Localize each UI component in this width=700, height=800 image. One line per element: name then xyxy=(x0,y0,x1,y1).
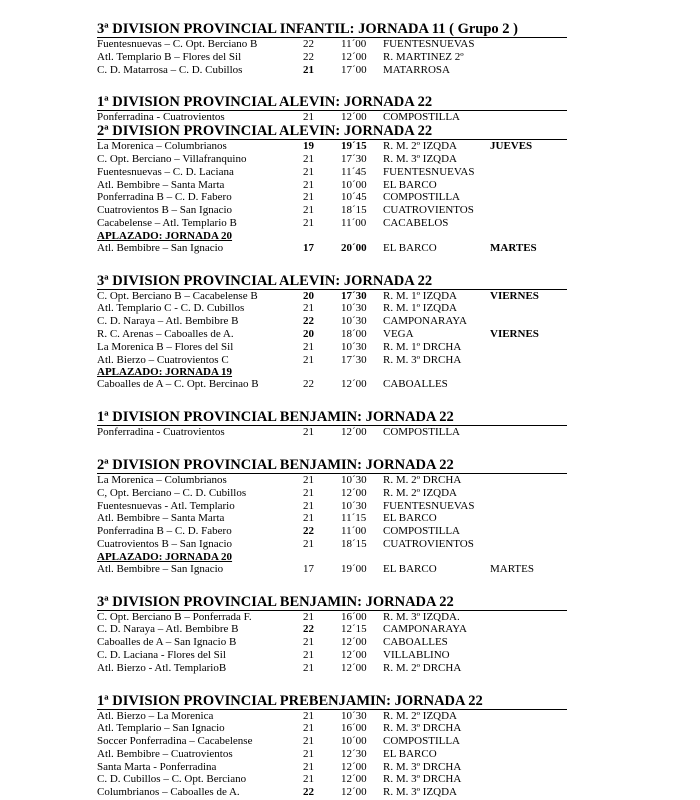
match-row xyxy=(97,623,567,636)
match-teams: R. C. Arenas – Caboalles de A. xyxy=(97,327,234,340)
division-section xyxy=(97,458,567,576)
match-time: 17´00 xyxy=(341,63,367,76)
match-day xyxy=(490,341,550,354)
postponed-label: APLAZADO: JORNADA 20 xyxy=(97,229,233,242)
match-time: 10´30 xyxy=(341,709,367,722)
match-teams: Atl. Templario B – Flores del Sil xyxy=(97,50,242,63)
division-title: 3ª DIVISION PROVINCIAL INFANTIL: JORNADA 11 ( Grupo 2 ) xyxy=(97,22,567,38)
match-time: 12´00 xyxy=(341,111,367,124)
match-row xyxy=(97,328,567,341)
match-day xyxy=(490,426,550,439)
match-category: 21 xyxy=(303,165,314,178)
match-teams: C. D. Laciana - Flores del Sil xyxy=(97,648,226,661)
division-title: 1ª DIVISION PROVINCIAL ALEVIN: JORNADA 22 xyxy=(97,95,567,111)
match-row xyxy=(97,786,567,799)
match-field: FUENTESNUEVAS xyxy=(383,38,475,50)
division-title: 2ª DIVISION PROVINCIAL BENJAMIN: JORNADA 22 xyxy=(97,458,567,474)
match-field: R. M. 2º DRCHA xyxy=(383,473,462,486)
match-category: 21 xyxy=(303,499,314,512)
match-teams: C. D. Cubillos – C. Opt. Berciano xyxy=(97,773,247,786)
match-day xyxy=(490,302,550,315)
match-row xyxy=(97,611,567,624)
match-teams: Atl. Bembibre – Santa Marta xyxy=(97,512,225,525)
match-field: R. M. 2º IZQDA xyxy=(383,709,457,722)
match-row xyxy=(97,354,567,367)
match-category: 21 xyxy=(303,636,314,649)
postponed-label: APLAZADO: JORNADA 19 xyxy=(97,366,233,379)
division-section xyxy=(97,22,567,76)
match-time: 12´00 xyxy=(341,786,367,799)
match-time: 10´00 xyxy=(341,178,367,191)
match-day xyxy=(490,786,550,799)
match-field: R. M. 3º IZQDA xyxy=(383,152,457,165)
match-teams: Cuatrovientos B – San Ignacio xyxy=(97,537,233,550)
match-day xyxy=(490,500,550,513)
match-row xyxy=(97,38,567,51)
match-field: VILLABLINO xyxy=(383,648,450,661)
match-day xyxy=(490,51,550,64)
match-day xyxy=(490,735,550,748)
match-time: 18´15 xyxy=(341,204,367,217)
match-category: 20 xyxy=(303,327,314,340)
match-row xyxy=(97,538,567,551)
match-time: 11´15 xyxy=(341,512,367,525)
match-time: 12´00 xyxy=(341,648,367,661)
match-category: 21 xyxy=(303,760,314,773)
match-field: R. M. 3º DRCHA xyxy=(383,722,462,735)
match-teams: Atl. Bierzo – Cuatrovientos C xyxy=(97,353,229,366)
match-field: COMPOSTILLA xyxy=(383,525,461,538)
match-teams: Cacabelense – Atl. Templario B xyxy=(97,216,237,229)
match-time: 10´30 xyxy=(341,302,367,315)
match-time: 18´00 xyxy=(341,327,367,340)
match-category: 22 xyxy=(303,623,314,636)
match-teams: Atl. Bembibre – San Ignacio xyxy=(97,241,224,254)
match-day: MARTES xyxy=(490,241,537,254)
match-teams: Atl. Bembibre – Cuatrovientos xyxy=(97,747,233,760)
match-time: 10´30 xyxy=(341,499,367,512)
match-day: MARTES xyxy=(490,562,534,575)
match-time: 12´15 xyxy=(341,623,367,636)
match-row xyxy=(97,179,567,192)
match-category: 21 xyxy=(303,661,314,674)
match-row xyxy=(97,722,567,735)
match-day xyxy=(490,153,550,166)
match-category: 21 xyxy=(303,191,314,204)
match-day xyxy=(490,623,550,636)
match-field: CABOALLES xyxy=(383,636,448,649)
match-teams: Fuentesnuevas – C. Opt. Berciano B xyxy=(97,38,258,50)
match-time: 10´30 xyxy=(341,315,367,328)
match-category: 21 xyxy=(303,353,314,366)
match-row xyxy=(97,512,567,525)
match-teams: La Morenica – Columbrianos xyxy=(97,473,227,486)
match-row xyxy=(97,64,567,77)
match-field: CAMPONARAYA xyxy=(383,315,467,328)
match-category: 21 xyxy=(303,473,314,486)
match-day xyxy=(490,538,550,551)
match-field: CAMPONARAYA xyxy=(383,623,467,636)
match-category: 21 xyxy=(303,610,314,623)
match-teams: Atl. Templario C - C. D. Cubillos xyxy=(97,302,245,315)
match-teams: Atl. Bembibre – San Ignacio xyxy=(97,562,224,575)
match-field: EL BARCO xyxy=(383,747,437,760)
match-category: 21 xyxy=(303,747,314,760)
match-field: CABOALLES xyxy=(383,378,448,391)
division-title: 1ª DIVISION PROVINCIAL BENJAMIN: JORNADA 22 xyxy=(97,410,567,426)
match-row xyxy=(97,166,567,179)
match-field: R. MARTINEZ 2º xyxy=(383,50,464,63)
match-category: 21 xyxy=(303,512,314,525)
division-title: 3ª DIVISION PROVINCIAL BENJAMIN: JORNADA 22 xyxy=(97,595,567,611)
match-day xyxy=(490,512,550,525)
match-row xyxy=(97,487,567,500)
match-row xyxy=(97,761,567,774)
match-row xyxy=(97,748,567,761)
match-field: R. M. 3º DRCHA xyxy=(383,760,462,773)
match-time: 11´00 xyxy=(341,525,367,538)
match-category: 21 xyxy=(303,486,314,499)
match-field: R. M. 2º DRCHA xyxy=(383,661,462,674)
match-time: 12´00 xyxy=(341,426,367,439)
match-teams: C, Opt. Berciano – C. D. Cubillos xyxy=(97,486,247,499)
match-row xyxy=(97,662,567,675)
match-time: 12´00 xyxy=(341,486,367,499)
match-teams: Atl. Bierzo - Atl. TemplarioB xyxy=(97,661,227,674)
match-day xyxy=(490,636,550,649)
match-teams: C. Opt. Berciano B – Ponferrada F. xyxy=(97,610,252,623)
match-day xyxy=(490,111,550,124)
match-teams: Atl. Templario – San Ignacio xyxy=(97,722,225,735)
match-field: VEGA xyxy=(383,327,414,340)
match-category: 21 xyxy=(303,152,314,165)
match-field: CACABELOS xyxy=(383,216,449,229)
match-row xyxy=(97,636,567,649)
match-row xyxy=(97,426,567,439)
match-day xyxy=(490,722,550,735)
match-day xyxy=(490,38,550,51)
match-field: COMPOSTILLA xyxy=(383,735,461,748)
match-time: 12´30 xyxy=(341,747,367,760)
match-category: 21 xyxy=(303,302,314,315)
match-time: 10´30 xyxy=(341,340,367,353)
match-time: 19´15 xyxy=(341,140,367,153)
match-day xyxy=(490,710,550,723)
match-row xyxy=(97,649,567,662)
match-day: JUEVES xyxy=(490,140,533,153)
match-field: FUENTESNUEVAS xyxy=(383,165,475,178)
match-row xyxy=(97,153,567,166)
match-field: R. M. 3º IZQDA xyxy=(383,786,457,799)
division-section xyxy=(97,410,567,439)
match-field: FUENTESNUEVAS xyxy=(383,499,475,512)
match-field: R. M. 2º IZQDA xyxy=(383,140,457,153)
match-row xyxy=(97,525,567,538)
match-field: COMPOSTILLA xyxy=(383,426,461,439)
match-time: 17´30 xyxy=(341,152,367,165)
match-day xyxy=(490,761,550,774)
match-teams: La Morenica – Columbrianos xyxy=(97,140,227,153)
match-field: COMPOSTILLA xyxy=(383,191,461,204)
match-time: 12´00 xyxy=(341,760,367,773)
match-day xyxy=(490,662,550,675)
match-day xyxy=(490,204,550,217)
match-teams: La Morenica B – Flores del Sil xyxy=(97,340,234,353)
match-teams: C. Opt. Berciano – Villafranquino xyxy=(97,152,247,165)
match-day xyxy=(490,611,550,624)
match-teams: Ponferradina B – C. D. Fabero xyxy=(97,525,232,538)
match-time: 12´00 xyxy=(341,636,367,649)
match-category: 22 xyxy=(303,378,314,391)
match-category: 21 xyxy=(303,111,314,124)
match-row xyxy=(97,51,567,64)
match-field: CUATROVIENTOS xyxy=(383,537,474,550)
match-field: EL BARCO xyxy=(383,512,437,525)
match-field: R. M. 2º IZQDA xyxy=(383,486,457,499)
match-teams: Ponferradina - Cuatrovientos xyxy=(97,426,225,439)
match-time: 11´00 xyxy=(341,216,367,229)
schedule-document xyxy=(97,22,567,799)
match-day xyxy=(490,217,550,230)
match-teams: Soccer Ponferradina – Cacabelense xyxy=(97,735,253,748)
match-day xyxy=(490,166,550,179)
match-row xyxy=(97,773,567,786)
match-field: R. M. 3º IZQDA. xyxy=(383,610,460,623)
match-day xyxy=(490,354,550,367)
match-teams: C. D. Naraya – Atl. Bembibre B xyxy=(97,623,239,636)
match-teams: Atl. Bembibre – Santa Marta xyxy=(97,178,225,191)
match-teams: Fuentesnuevas - Atl. Templario xyxy=(97,499,235,512)
match-teams: C. D. Naraya – Atl. Bembibre B xyxy=(97,315,239,328)
match-row xyxy=(97,563,567,576)
match-time: 10´00 xyxy=(341,735,367,748)
match-field: R. M. 3º DRCHA xyxy=(383,773,462,786)
match-day xyxy=(490,525,550,538)
division-section xyxy=(97,694,567,800)
division-section xyxy=(97,95,567,124)
match-teams: Caboalles de A – San Ignacio B xyxy=(97,636,237,649)
match-category: 21 xyxy=(303,773,314,786)
match-row xyxy=(97,315,567,328)
match-category: 20 xyxy=(303,289,314,302)
match-row xyxy=(97,302,567,315)
match-category: 21 xyxy=(303,722,314,735)
division-section xyxy=(97,124,567,254)
match-category: 17 xyxy=(303,241,314,254)
match-field: EL BARCO xyxy=(383,241,437,254)
match-time: 16´00 xyxy=(341,610,367,623)
match-day xyxy=(490,773,550,786)
match-category: 21 xyxy=(303,63,314,76)
match-time: 10´30 xyxy=(341,473,367,486)
match-row xyxy=(97,242,567,255)
match-day xyxy=(490,378,550,391)
match-day xyxy=(490,474,550,487)
match-teams: Columbrianos – Caboalles de A. xyxy=(97,786,240,799)
match-category: 22 xyxy=(303,50,314,63)
match-category: 21 xyxy=(303,340,314,353)
match-teams: C. Opt. Berciano B – Cacabelense B xyxy=(97,289,258,302)
division-title: 3ª DIVISION PROVINCIAL ALEVIN: JORNADA 22 xyxy=(97,274,567,290)
division-section xyxy=(97,595,567,675)
match-row xyxy=(97,341,567,354)
match-category: 17 xyxy=(303,562,314,575)
match-field: EL BARCO xyxy=(383,178,437,191)
match-teams: Cuatrovientos B – San Ignacio xyxy=(97,204,233,217)
match-time: 20´00 xyxy=(341,241,367,254)
match-row xyxy=(97,500,567,513)
match-day xyxy=(490,179,550,192)
match-time: 12´00 xyxy=(341,773,367,786)
match-row xyxy=(97,474,567,487)
match-day xyxy=(490,191,550,204)
match-teams: Ponferradina - Cuatrovientos xyxy=(97,111,225,124)
match-category: 21 xyxy=(303,709,314,722)
match-category: 22 xyxy=(303,786,314,799)
match-teams: Ponferradina B – C. D. Fabero xyxy=(97,191,232,204)
match-row xyxy=(97,204,567,217)
match-category: 21 xyxy=(303,735,314,748)
match-day xyxy=(490,64,550,77)
match-time: 12´00 xyxy=(341,661,367,674)
match-category: 21 xyxy=(303,178,314,191)
match-category: 21 xyxy=(303,537,314,550)
match-row xyxy=(97,140,567,153)
match-teams: C. D. Matarrosa – C. D. Cubillos xyxy=(97,63,243,76)
match-time: 12´00 xyxy=(341,378,367,391)
match-field: MATARROSA xyxy=(383,63,450,76)
match-category: 19 xyxy=(303,140,314,153)
match-time: 17´30 xyxy=(341,353,367,366)
match-category: 21 xyxy=(303,204,314,217)
match-teams: Atl. Bierzo – La Morenica xyxy=(97,709,214,722)
match-row xyxy=(97,735,567,748)
match-time: 16´00 xyxy=(341,722,367,735)
match-teams: Caboalles de A – C. Opt. Bercinao B xyxy=(97,378,259,391)
postponed-label: APLAZADO: JORNADA 20 xyxy=(97,550,233,563)
division-section xyxy=(97,274,567,392)
match-category: 21 xyxy=(303,426,314,439)
match-day xyxy=(490,487,550,500)
match-field: EL BARCO xyxy=(383,562,437,575)
match-day xyxy=(490,649,550,662)
match-category: 21 xyxy=(303,648,314,661)
match-category: 22 xyxy=(303,315,314,328)
match-day: VIERNES xyxy=(490,289,539,302)
match-day xyxy=(490,315,550,328)
match-field: R. M. 1º IZQDA xyxy=(383,289,457,302)
match-time: 11´45 xyxy=(341,165,367,178)
match-row xyxy=(97,378,567,391)
match-category: 21 xyxy=(303,216,314,229)
division-title: 2ª DIVISION PROVINCIAL ALEVIN: JORNADA 22 xyxy=(97,124,567,140)
match-category: 22 xyxy=(303,525,314,538)
match-row xyxy=(97,191,567,204)
match-day xyxy=(490,748,550,761)
match-row xyxy=(97,290,567,303)
match-time: 18´15 xyxy=(341,537,367,550)
division-title: 1ª DIVISION PROVINCIAL PREBENJAMIN: JORNADA 22 xyxy=(97,694,567,710)
match-field: R. M. 1º IZQDA xyxy=(383,302,457,315)
match-field: CUATROVIENTOS xyxy=(383,204,474,217)
match-row xyxy=(97,217,567,230)
match-teams: Fuentesnuevas – C. D. Laciana xyxy=(97,165,234,178)
match-time: 12´00 xyxy=(341,50,367,63)
match-field: R. M. 1º DRCHA xyxy=(383,340,462,353)
match-field: COMPOSTILLA xyxy=(383,111,461,124)
match-day: VIERNES xyxy=(490,327,539,340)
match-time: 19´00 xyxy=(341,562,367,575)
match-time: 11´00 xyxy=(341,38,367,50)
match-time: 17´30 xyxy=(341,289,367,302)
match-row xyxy=(97,710,567,723)
match-time: 10´45 xyxy=(341,191,367,204)
match-category: 22 xyxy=(303,38,314,50)
match-field: R. M. 3º DRCHA xyxy=(383,353,462,366)
match-teams: Santa Marta - Ponferradina xyxy=(97,760,217,773)
